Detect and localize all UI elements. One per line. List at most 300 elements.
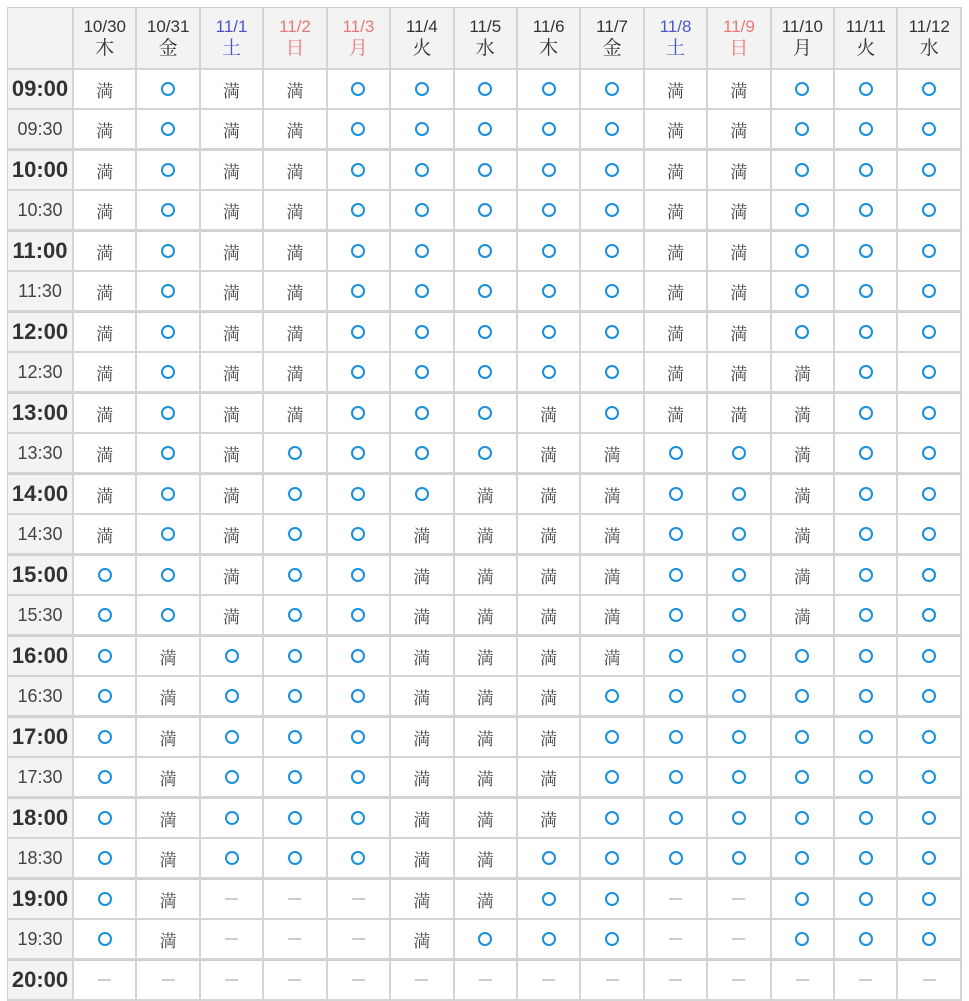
- available-circle-icon[interactable]: [669, 730, 683, 744]
- slot-cell[interactable]: [391, 110, 454, 150]
- available-circle-icon[interactable]: [859, 770, 873, 784]
- slot-cell[interactable]: [518, 272, 581, 312]
- slot-cell[interactable]: [581, 70, 644, 110]
- slot-cell[interactable]: [74, 555, 137, 596]
- available-circle-icon[interactable]: [351, 365, 365, 379]
- slot-cell[interactable]: [137, 191, 200, 231]
- slot-cell[interactable]: [264, 555, 327, 596]
- available-circle-icon[interactable]: [542, 122, 556, 136]
- available-circle-icon[interactable]: [859, 82, 873, 96]
- available-circle-icon[interactable]: [98, 892, 112, 906]
- slot-cell[interactable]: [772, 920, 835, 960]
- slot-cell[interactable]: [518, 110, 581, 150]
- available-circle-icon[interactable]: [542, 82, 556, 96]
- slot-cell[interactable]: [518, 312, 581, 353]
- slot-cell[interactable]: [328, 353, 391, 393]
- slot-cell[interactable]: [391, 474, 454, 515]
- available-circle-icon[interactable]: [351, 446, 365, 460]
- available-circle-icon[interactable]: [922, 527, 936, 541]
- slot-cell[interactable]: [328, 758, 391, 798]
- available-circle-icon[interactable]: [732, 770, 746, 784]
- available-circle-icon[interactable]: [669, 487, 683, 501]
- slot-cell[interactable]: [74, 839, 137, 879]
- slot-cell[interactable]: [328, 434, 391, 474]
- slot-cell[interactable]: [328, 231, 391, 272]
- available-circle-icon[interactable]: [98, 730, 112, 744]
- slot-cell[interactable]: [455, 920, 518, 960]
- slot-cell[interactable]: [137, 515, 200, 555]
- available-circle-icon[interactable]: [351, 325, 365, 339]
- slot-cell[interactable]: [328, 312, 391, 353]
- slot-cell[interactable]: [708, 515, 771, 555]
- slot-cell[interactable]: [455, 70, 518, 110]
- slot-cell[interactable]: [708, 839, 771, 879]
- available-circle-icon[interactable]: [605, 851, 619, 865]
- slot-cell[interactable]: [328, 110, 391, 150]
- available-circle-icon[interactable]: [605, 892, 619, 906]
- slot-cell[interactable]: [74, 677, 137, 717]
- slot-cell[interactable]: [518, 839, 581, 879]
- available-circle-icon[interactable]: [859, 284, 873, 298]
- slot-cell[interactable]: [581, 920, 644, 960]
- available-circle-icon[interactable]: [351, 163, 365, 177]
- available-circle-icon[interactable]: [288, 568, 302, 582]
- slot-cell[interactable]: [581, 231, 644, 272]
- slot-cell[interactable]: [835, 110, 898, 150]
- slot-cell[interactable]: [581, 879, 644, 920]
- available-circle-icon[interactable]: [161, 568, 175, 582]
- slot-cell[interactable]: [708, 596, 771, 636]
- available-circle-icon[interactable]: [922, 203, 936, 217]
- available-circle-icon[interactable]: [415, 284, 429, 298]
- slot-cell[interactable]: [772, 839, 835, 879]
- available-circle-icon[interactable]: [922, 82, 936, 96]
- slot-cell[interactable]: [518, 920, 581, 960]
- available-circle-icon[interactable]: [732, 649, 746, 663]
- slot-cell[interactable]: [328, 70, 391, 110]
- available-circle-icon[interactable]: [542, 892, 556, 906]
- available-circle-icon[interactable]: [669, 446, 683, 460]
- slot-cell[interactable]: [835, 555, 898, 596]
- slot-cell[interactable]: [708, 474, 771, 515]
- available-circle-icon[interactable]: [795, 730, 809, 744]
- available-circle-icon[interactable]: [605, 122, 619, 136]
- available-circle-icon[interactable]: [478, 284, 492, 298]
- available-circle-icon[interactable]: [669, 568, 683, 582]
- available-circle-icon[interactable]: [542, 284, 556, 298]
- slot-cell[interactable]: [581, 272, 644, 312]
- available-circle-icon[interactable]: [98, 568, 112, 582]
- slot-cell[interactable]: [455, 150, 518, 191]
- available-circle-icon[interactable]: [605, 406, 619, 420]
- slot-cell[interactable]: [137, 555, 200, 596]
- available-circle-icon[interactable]: [732, 568, 746, 582]
- slot-cell[interactable]: [581, 110, 644, 150]
- slot-cell[interactable]: [645, 474, 708, 515]
- slot-cell[interactable]: [898, 555, 962, 596]
- slot-cell[interactable]: [581, 353, 644, 393]
- slot-cell[interactable]: [201, 839, 264, 879]
- available-circle-icon[interactable]: [98, 689, 112, 703]
- slot-cell[interactable]: [455, 393, 518, 434]
- slot-cell[interactable]: [835, 353, 898, 393]
- slot-cell[interactable]: [645, 555, 708, 596]
- slot-cell[interactable]: [898, 596, 962, 636]
- available-circle-icon[interactable]: [415, 163, 429, 177]
- slot-cell[interactable]: [898, 677, 962, 717]
- slot-cell[interactable]: [74, 636, 137, 677]
- slot-cell[interactable]: [835, 515, 898, 555]
- slot-cell[interactable]: [645, 596, 708, 636]
- available-circle-icon[interactable]: [732, 487, 746, 501]
- slot-cell[interactable]: [898, 636, 962, 677]
- slot-cell[interactable]: [581, 758, 644, 798]
- slot-cell[interactable]: [708, 798, 771, 839]
- slot-cell[interactable]: [772, 677, 835, 717]
- available-circle-icon[interactable]: [288, 527, 302, 541]
- slot-cell[interactable]: [898, 191, 962, 231]
- slot-cell[interactable]: [835, 231, 898, 272]
- available-circle-icon[interactable]: [98, 932, 112, 946]
- available-circle-icon[interactable]: [478, 932, 492, 946]
- slot-cell[interactable]: [518, 353, 581, 393]
- slot-cell[interactable]: [264, 434, 327, 474]
- available-circle-icon[interactable]: [605, 82, 619, 96]
- available-circle-icon[interactable]: [351, 244, 365, 258]
- available-circle-icon[interactable]: [415, 446, 429, 460]
- slot-cell[interactable]: [645, 758, 708, 798]
- slot-cell[interactable]: [772, 798, 835, 839]
- available-circle-icon[interactable]: [732, 689, 746, 703]
- available-circle-icon[interactable]: [795, 325, 809, 339]
- available-circle-icon[interactable]: [161, 325, 175, 339]
- available-circle-icon[interactable]: [161, 244, 175, 258]
- available-circle-icon[interactable]: [732, 608, 746, 622]
- available-circle-icon[interactable]: [605, 203, 619, 217]
- available-circle-icon[interactable]: [922, 284, 936, 298]
- available-circle-icon[interactable]: [161, 527, 175, 541]
- available-circle-icon[interactable]: [161, 608, 175, 622]
- available-circle-icon[interactable]: [415, 203, 429, 217]
- available-circle-icon[interactable]: [161, 446, 175, 460]
- available-circle-icon[interactable]: [669, 649, 683, 663]
- slot-cell[interactable]: [264, 677, 327, 717]
- slot-cell[interactable]: [328, 717, 391, 758]
- available-circle-icon[interactable]: [795, 811, 809, 825]
- slot-cell[interactable]: [455, 231, 518, 272]
- slot-cell[interactable]: [898, 150, 962, 191]
- available-circle-icon[interactable]: [795, 770, 809, 784]
- slot-cell[interactable]: [264, 515, 327, 555]
- available-circle-icon[interactable]: [288, 446, 302, 460]
- available-circle-icon[interactable]: [605, 689, 619, 703]
- available-circle-icon[interactable]: [351, 568, 365, 582]
- available-circle-icon[interactable]: [859, 244, 873, 258]
- slot-cell[interactable]: [328, 677, 391, 717]
- slot-cell[interactable]: [835, 150, 898, 191]
- available-circle-icon[interactable]: [478, 446, 492, 460]
- available-circle-icon[interactable]: [859, 365, 873, 379]
- slot-cell[interactable]: [772, 636, 835, 677]
- available-circle-icon[interactable]: [859, 892, 873, 906]
- slot-cell[interactable]: [201, 677, 264, 717]
- slot-cell[interactable]: [581, 312, 644, 353]
- available-circle-icon[interactable]: [859, 446, 873, 460]
- available-circle-icon[interactable]: [225, 851, 239, 865]
- available-circle-icon[interactable]: [922, 770, 936, 784]
- available-circle-icon[interactable]: [98, 608, 112, 622]
- slot-cell[interactable]: [835, 596, 898, 636]
- available-circle-icon[interactable]: [859, 325, 873, 339]
- available-circle-icon[interactable]: [922, 689, 936, 703]
- slot-cell[interactable]: [137, 231, 200, 272]
- available-circle-icon[interactable]: [922, 325, 936, 339]
- slot-cell[interactable]: [835, 191, 898, 231]
- available-circle-icon[interactable]: [288, 730, 302, 744]
- available-circle-icon[interactable]: [922, 446, 936, 460]
- slot-cell[interactable]: [137, 393, 200, 434]
- slot-cell[interactable]: [518, 879, 581, 920]
- slot-cell[interactable]: [645, 434, 708, 474]
- available-circle-icon[interactable]: [922, 122, 936, 136]
- available-circle-icon[interactable]: [351, 527, 365, 541]
- slot-cell[interactable]: [898, 393, 962, 434]
- slot-cell[interactable]: [137, 434, 200, 474]
- available-circle-icon[interactable]: [795, 163, 809, 177]
- available-circle-icon[interactable]: [605, 730, 619, 744]
- available-circle-icon[interactable]: [542, 163, 556, 177]
- slot-cell[interactable]: [201, 717, 264, 758]
- slot-cell[interactable]: [645, 798, 708, 839]
- slot-cell[interactable]: [455, 434, 518, 474]
- slot-cell[interactable]: [898, 879, 962, 920]
- slot-cell[interactable]: [835, 70, 898, 110]
- available-circle-icon[interactable]: [225, 770, 239, 784]
- available-circle-icon[interactable]: [478, 365, 492, 379]
- slot-cell[interactable]: [898, 717, 962, 758]
- available-circle-icon[interactable]: [415, 122, 429, 136]
- available-circle-icon[interactable]: [351, 649, 365, 663]
- available-circle-icon[interactable]: [922, 568, 936, 582]
- available-circle-icon[interactable]: [351, 689, 365, 703]
- available-circle-icon[interactable]: [161, 365, 175, 379]
- available-circle-icon[interactable]: [732, 730, 746, 744]
- available-circle-icon[interactable]: [795, 284, 809, 298]
- slot-cell[interactable]: [645, 839, 708, 879]
- available-circle-icon[interactable]: [922, 811, 936, 825]
- slot-cell[interactable]: [772, 231, 835, 272]
- slot-cell[interactable]: [264, 717, 327, 758]
- slot-cell[interactable]: [391, 70, 454, 110]
- slot-cell[interactable]: [898, 272, 962, 312]
- available-circle-icon[interactable]: [478, 82, 492, 96]
- slot-cell[interactable]: [772, 150, 835, 191]
- slot-cell[interactable]: [201, 798, 264, 839]
- slot-cell[interactable]: [835, 393, 898, 434]
- slot-cell[interactable]: [835, 434, 898, 474]
- slot-cell[interactable]: [708, 677, 771, 717]
- slot-cell[interactable]: [835, 758, 898, 798]
- available-circle-icon[interactable]: [605, 811, 619, 825]
- slot-cell[interactable]: [708, 636, 771, 677]
- available-circle-icon[interactable]: [795, 892, 809, 906]
- available-circle-icon[interactable]: [288, 770, 302, 784]
- available-circle-icon[interactable]: [859, 932, 873, 946]
- available-circle-icon[interactable]: [795, 82, 809, 96]
- slot-cell[interactable]: [391, 434, 454, 474]
- slot-cell[interactable]: [898, 798, 962, 839]
- slot-cell[interactable]: [581, 191, 644, 231]
- slot-cell[interactable]: [328, 393, 391, 434]
- available-circle-icon[interactable]: [669, 608, 683, 622]
- available-circle-icon[interactable]: [98, 649, 112, 663]
- slot-cell[interactable]: [137, 596, 200, 636]
- slot-cell[interactable]: [455, 272, 518, 312]
- slot-cell[interactable]: [328, 555, 391, 596]
- slot-cell[interactable]: [835, 636, 898, 677]
- available-circle-icon[interactable]: [288, 851, 302, 865]
- slot-cell[interactable]: [518, 231, 581, 272]
- available-circle-icon[interactable]: [288, 487, 302, 501]
- available-circle-icon[interactable]: [605, 365, 619, 379]
- available-circle-icon[interactable]: [795, 851, 809, 865]
- slot-cell[interactable]: [74, 758, 137, 798]
- available-circle-icon[interactable]: [288, 689, 302, 703]
- available-circle-icon[interactable]: [161, 406, 175, 420]
- slot-cell[interactable]: [835, 312, 898, 353]
- slot-cell[interactable]: [391, 150, 454, 191]
- slot-cell[interactable]: [391, 272, 454, 312]
- slot-cell[interactable]: [391, 393, 454, 434]
- available-circle-icon[interactable]: [732, 527, 746, 541]
- slot-cell[interactable]: [201, 636, 264, 677]
- slot-cell[interactable]: [835, 717, 898, 758]
- available-circle-icon[interactable]: [669, 527, 683, 541]
- slot-cell[interactable]: [835, 272, 898, 312]
- available-circle-icon[interactable]: [351, 608, 365, 622]
- available-circle-icon[interactable]: [859, 163, 873, 177]
- slot-cell[interactable]: [391, 312, 454, 353]
- slot-cell[interactable]: [772, 70, 835, 110]
- slot-cell[interactable]: [772, 879, 835, 920]
- slot-cell[interactable]: [264, 758, 327, 798]
- available-circle-icon[interactable]: [859, 406, 873, 420]
- slot-cell[interactable]: [581, 717, 644, 758]
- available-circle-icon[interactable]: [478, 163, 492, 177]
- slot-cell[interactable]: [835, 474, 898, 515]
- available-circle-icon[interactable]: [98, 811, 112, 825]
- slot-cell[interactable]: [137, 70, 200, 110]
- slot-cell[interactable]: [581, 150, 644, 191]
- available-circle-icon[interactable]: [922, 365, 936, 379]
- available-circle-icon[interactable]: [161, 163, 175, 177]
- slot-cell[interactable]: [772, 191, 835, 231]
- available-circle-icon[interactable]: [795, 244, 809, 258]
- available-circle-icon[interactable]: [859, 527, 873, 541]
- available-circle-icon[interactable]: [225, 730, 239, 744]
- slot-cell[interactable]: [264, 474, 327, 515]
- slot-cell[interactable]: [708, 555, 771, 596]
- slot-cell[interactable]: [455, 312, 518, 353]
- slot-cell[interactable]: [137, 474, 200, 515]
- available-circle-icon[interactable]: [732, 851, 746, 865]
- slot-cell[interactable]: [898, 920, 962, 960]
- available-circle-icon[interactable]: [351, 284, 365, 298]
- available-circle-icon[interactable]: [859, 487, 873, 501]
- slot-cell[interactable]: [835, 677, 898, 717]
- slot-cell[interactable]: [898, 758, 962, 798]
- available-circle-icon[interactable]: [542, 203, 556, 217]
- slot-cell[interactable]: [74, 717, 137, 758]
- slot-cell[interactable]: [264, 596, 327, 636]
- available-circle-icon[interactable]: [351, 730, 365, 744]
- available-circle-icon[interactable]: [669, 689, 683, 703]
- slot-cell[interactable]: [581, 393, 644, 434]
- slot-cell[interactable]: [201, 758, 264, 798]
- available-circle-icon[interactable]: [922, 163, 936, 177]
- available-circle-icon[interactable]: [859, 608, 873, 622]
- available-circle-icon[interactable]: [859, 568, 873, 582]
- available-circle-icon[interactable]: [795, 689, 809, 703]
- available-circle-icon[interactable]: [605, 932, 619, 946]
- available-circle-icon[interactable]: [605, 163, 619, 177]
- slot-cell[interactable]: [772, 272, 835, 312]
- available-circle-icon[interactable]: [415, 365, 429, 379]
- available-circle-icon[interactable]: [542, 932, 556, 946]
- available-circle-icon[interactable]: [795, 649, 809, 663]
- available-circle-icon[interactable]: [732, 446, 746, 460]
- slot-cell[interactable]: [898, 434, 962, 474]
- slot-cell[interactable]: [264, 798, 327, 839]
- slot-cell[interactable]: [581, 839, 644, 879]
- available-circle-icon[interactable]: [859, 851, 873, 865]
- slot-cell[interactable]: [772, 110, 835, 150]
- slot-cell[interactable]: [772, 312, 835, 353]
- available-circle-icon[interactable]: [542, 365, 556, 379]
- slot-cell[interactable]: [898, 231, 962, 272]
- slot-cell[interactable]: [898, 70, 962, 110]
- available-circle-icon[interactable]: [415, 325, 429, 339]
- available-circle-icon[interactable]: [415, 244, 429, 258]
- slot-cell[interactable]: [455, 191, 518, 231]
- available-circle-icon[interactable]: [415, 406, 429, 420]
- slot-cell[interactable]: [137, 272, 200, 312]
- slot-cell[interactable]: [518, 191, 581, 231]
- slot-cell[interactable]: [898, 353, 962, 393]
- slot-cell[interactable]: [328, 515, 391, 555]
- slot-cell[interactable]: [708, 434, 771, 474]
- available-circle-icon[interactable]: [351, 203, 365, 217]
- slot-cell[interactable]: [835, 798, 898, 839]
- slot-cell[interactable]: [835, 879, 898, 920]
- available-circle-icon[interactable]: [859, 811, 873, 825]
- slot-cell[interactable]: [708, 717, 771, 758]
- slot-cell[interactable]: [328, 798, 391, 839]
- available-circle-icon[interactable]: [669, 770, 683, 784]
- available-circle-icon[interactable]: [605, 325, 619, 339]
- available-circle-icon[interactable]: [859, 122, 873, 136]
- available-circle-icon[interactable]: [795, 203, 809, 217]
- available-circle-icon[interactable]: [922, 406, 936, 420]
- slot-cell[interactable]: [264, 636, 327, 677]
- slot-cell[interactable]: [328, 150, 391, 191]
- available-circle-icon[interactable]: [922, 487, 936, 501]
- available-circle-icon[interactable]: [225, 649, 239, 663]
- available-circle-icon[interactable]: [795, 122, 809, 136]
- slot-cell[interactable]: [772, 717, 835, 758]
- slot-cell[interactable]: [645, 515, 708, 555]
- available-circle-icon[interactable]: [351, 851, 365, 865]
